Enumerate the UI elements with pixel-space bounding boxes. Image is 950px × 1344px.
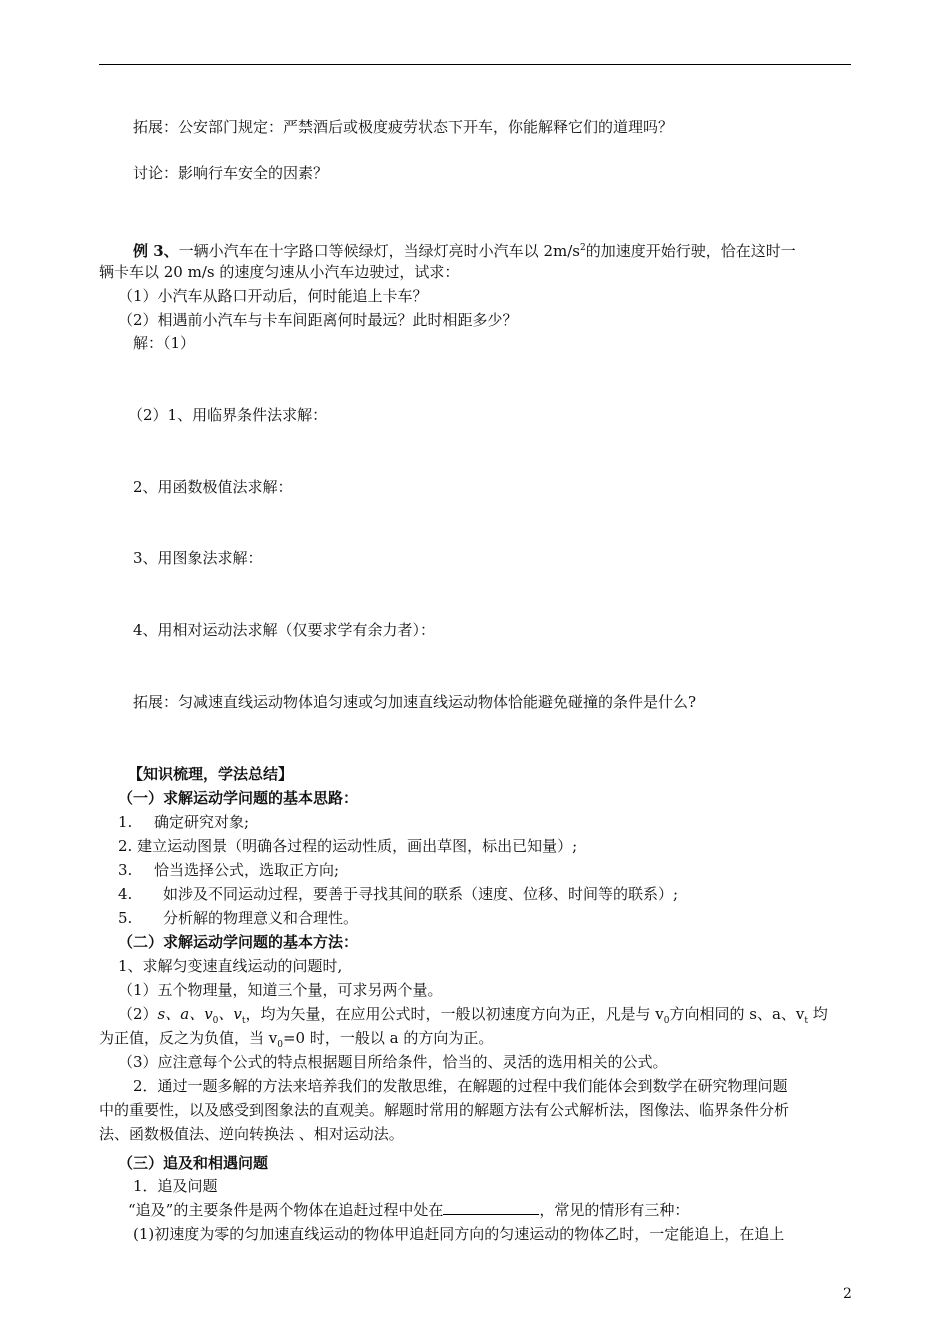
subscript: 0	[212, 1016, 219, 1026]
item-number: 3.	[118, 861, 133, 879]
item-text: 确定研究对象;	[154, 813, 250, 831]
subscript: 0	[277, 1040, 283, 1050]
extension-1: 拓展：公安部门规定：严禁酒后或极度疲劳状态下开车，你能解释它们的道理吗？	[133, 118, 674, 136]
discussion: 讨论：影响行车安全的因素？	[133, 164, 329, 182]
list-item	[118, 836, 870, 856]
section-2-para-2-line-1: 2．通过一题多解的方法来培养我们的发散思维，在解题的过程中我们能体会到数学在研究物理问题	[133, 1077, 788, 1095]
page-number: 2	[843, 1286, 852, 1302]
subscript: t	[804, 1016, 809, 1026]
solution-label: 解：（1）	[133, 334, 196, 352]
section-2-para-1a: （1）五个物理量，知道三个量，可求另两个量。	[118, 981, 443, 999]
text: 为正值，反之为负值，当 v	[99, 1029, 278, 1047]
list-item	[118, 860, 870, 880]
item-number: 5.	[118, 909, 133, 927]
section-3-para	[128, 1200, 880, 1220]
section-2-para-2-line-2: 中的重要性，以及感受到图象法的直观美。解题时常用的解题方法有公式解析法，图像法、临界条件分析	[99, 1101, 790, 1119]
section-3-item-1: 1．追及问题	[133, 1177, 218, 1195]
section-1-title: （一）求解运动学问题的基本思路：	[118, 789, 359, 807]
variables: 、v	[218, 1005, 242, 1023]
method-3: 3、用图象法求解：	[133, 549, 263, 567]
item-text: 建立运动图景（明确各过程的运动性质，画出草图，标出已知量）;	[137, 837, 578, 855]
example-3-text-b: 的加速度开始行驶，恰在这时一	[585, 242, 796, 260]
method-4: 4、用相对运动法求解（仅要求学有余力者）：	[133, 621, 436, 639]
list-item	[118, 884, 870, 904]
section-2-para-1b	[118, 1004, 870, 1031]
subscript: t	[241, 1016, 246, 1026]
text: “追及”的主要条件是两个物体在追赶过程中处在	[128, 1201, 444, 1219]
item-text: 恰当选择公式，选取正方向;	[154, 861, 340, 879]
header-rule	[99, 64, 851, 65]
section-2-para-1c: （3）应注意每个公式的特点根据题目所给条件，恰当的、灵活的选用相关的公式。	[118, 1053, 668, 1071]
item-text: 如涉及不同运动过程，要善于寻找其间的联系（速度、位移、时间等的联系）;	[163, 885, 679, 903]
section-3-title: （三）追及和相遇问题	[118, 1154, 269, 1172]
item-number: 4.	[118, 885, 133, 903]
section-2-para-2-line-3: 法、函数极值法、逆向转换法 、相对运动法。	[99, 1125, 404, 1143]
question-2: （2）相遇前小汽车与卡车间距离何时最远？此时相距多少？	[118, 311, 518, 329]
fill-in-blank[interactable]	[443, 1200, 539, 1215]
section-2-para-1: 1、求解匀变速直线运动的问题时,	[118, 957, 343, 975]
example-3-text-a: 一辆小汽车在十字路口等候绿灯，当绿灯亮时小汽车以 2m/s	[178, 242, 580, 260]
method-1: （2）1、用临界条件法求解：	[128, 406, 328, 424]
list-item	[118, 908, 870, 928]
example-3-label: 例 3、	[133, 242, 179, 260]
item-text: 分析解的物理意义和合理性。	[163, 909, 359, 927]
example-3-line-1	[133, 238, 885, 261]
question-1: （1）小汽车从路口开动后，何时能追上卡车？	[118, 287, 428, 305]
item-number: 1.	[118, 813, 133, 831]
text: ，常见的情形有三种：	[539, 1201, 690, 1219]
subscript: 0	[663, 1016, 670, 1026]
text: 方向相同的 s、a、v	[669, 1005, 805, 1023]
item-number: 2.	[118, 837, 133, 855]
list-item	[118, 812, 870, 832]
text: （2）	[118, 1005, 158, 1023]
method-2: 2、用函数极值法求解：	[133, 478, 293, 496]
variables: s、a、v	[157, 1005, 213, 1023]
section-3-case-1: (1)初速度为零的匀加速直线运动的物体甲追赶同方向的匀速运动的物体乙时，一定能追上，在追上	[133, 1225, 785, 1243]
example-3-line-2: 辆卡车以 20 m/s 的速度匀速从小汽车边驶过，试求：	[99, 263, 460, 281]
section-2-title: （二）求解运动学问题的基本方法：	[118, 933, 359, 951]
text: ，均为矢量，在应用公式时，一般以初速度方向为正，凡是与 v	[245, 1005, 664, 1023]
summary-heading: 【知识梳理，学法总结】	[128, 765, 294, 783]
text: =0 时，一般以 a 的方向为正。	[282, 1029, 494, 1047]
superscript: 2	[579, 243, 586, 253]
text: 均	[808, 1005, 828, 1023]
extension-2: 拓展：匀减速直线运动物体追匀速或匀加速直线运动物体恰能避免碰撞的条件是什么?	[133, 693, 697, 711]
section-2-para-1b-cont	[99, 1028, 851, 1055]
